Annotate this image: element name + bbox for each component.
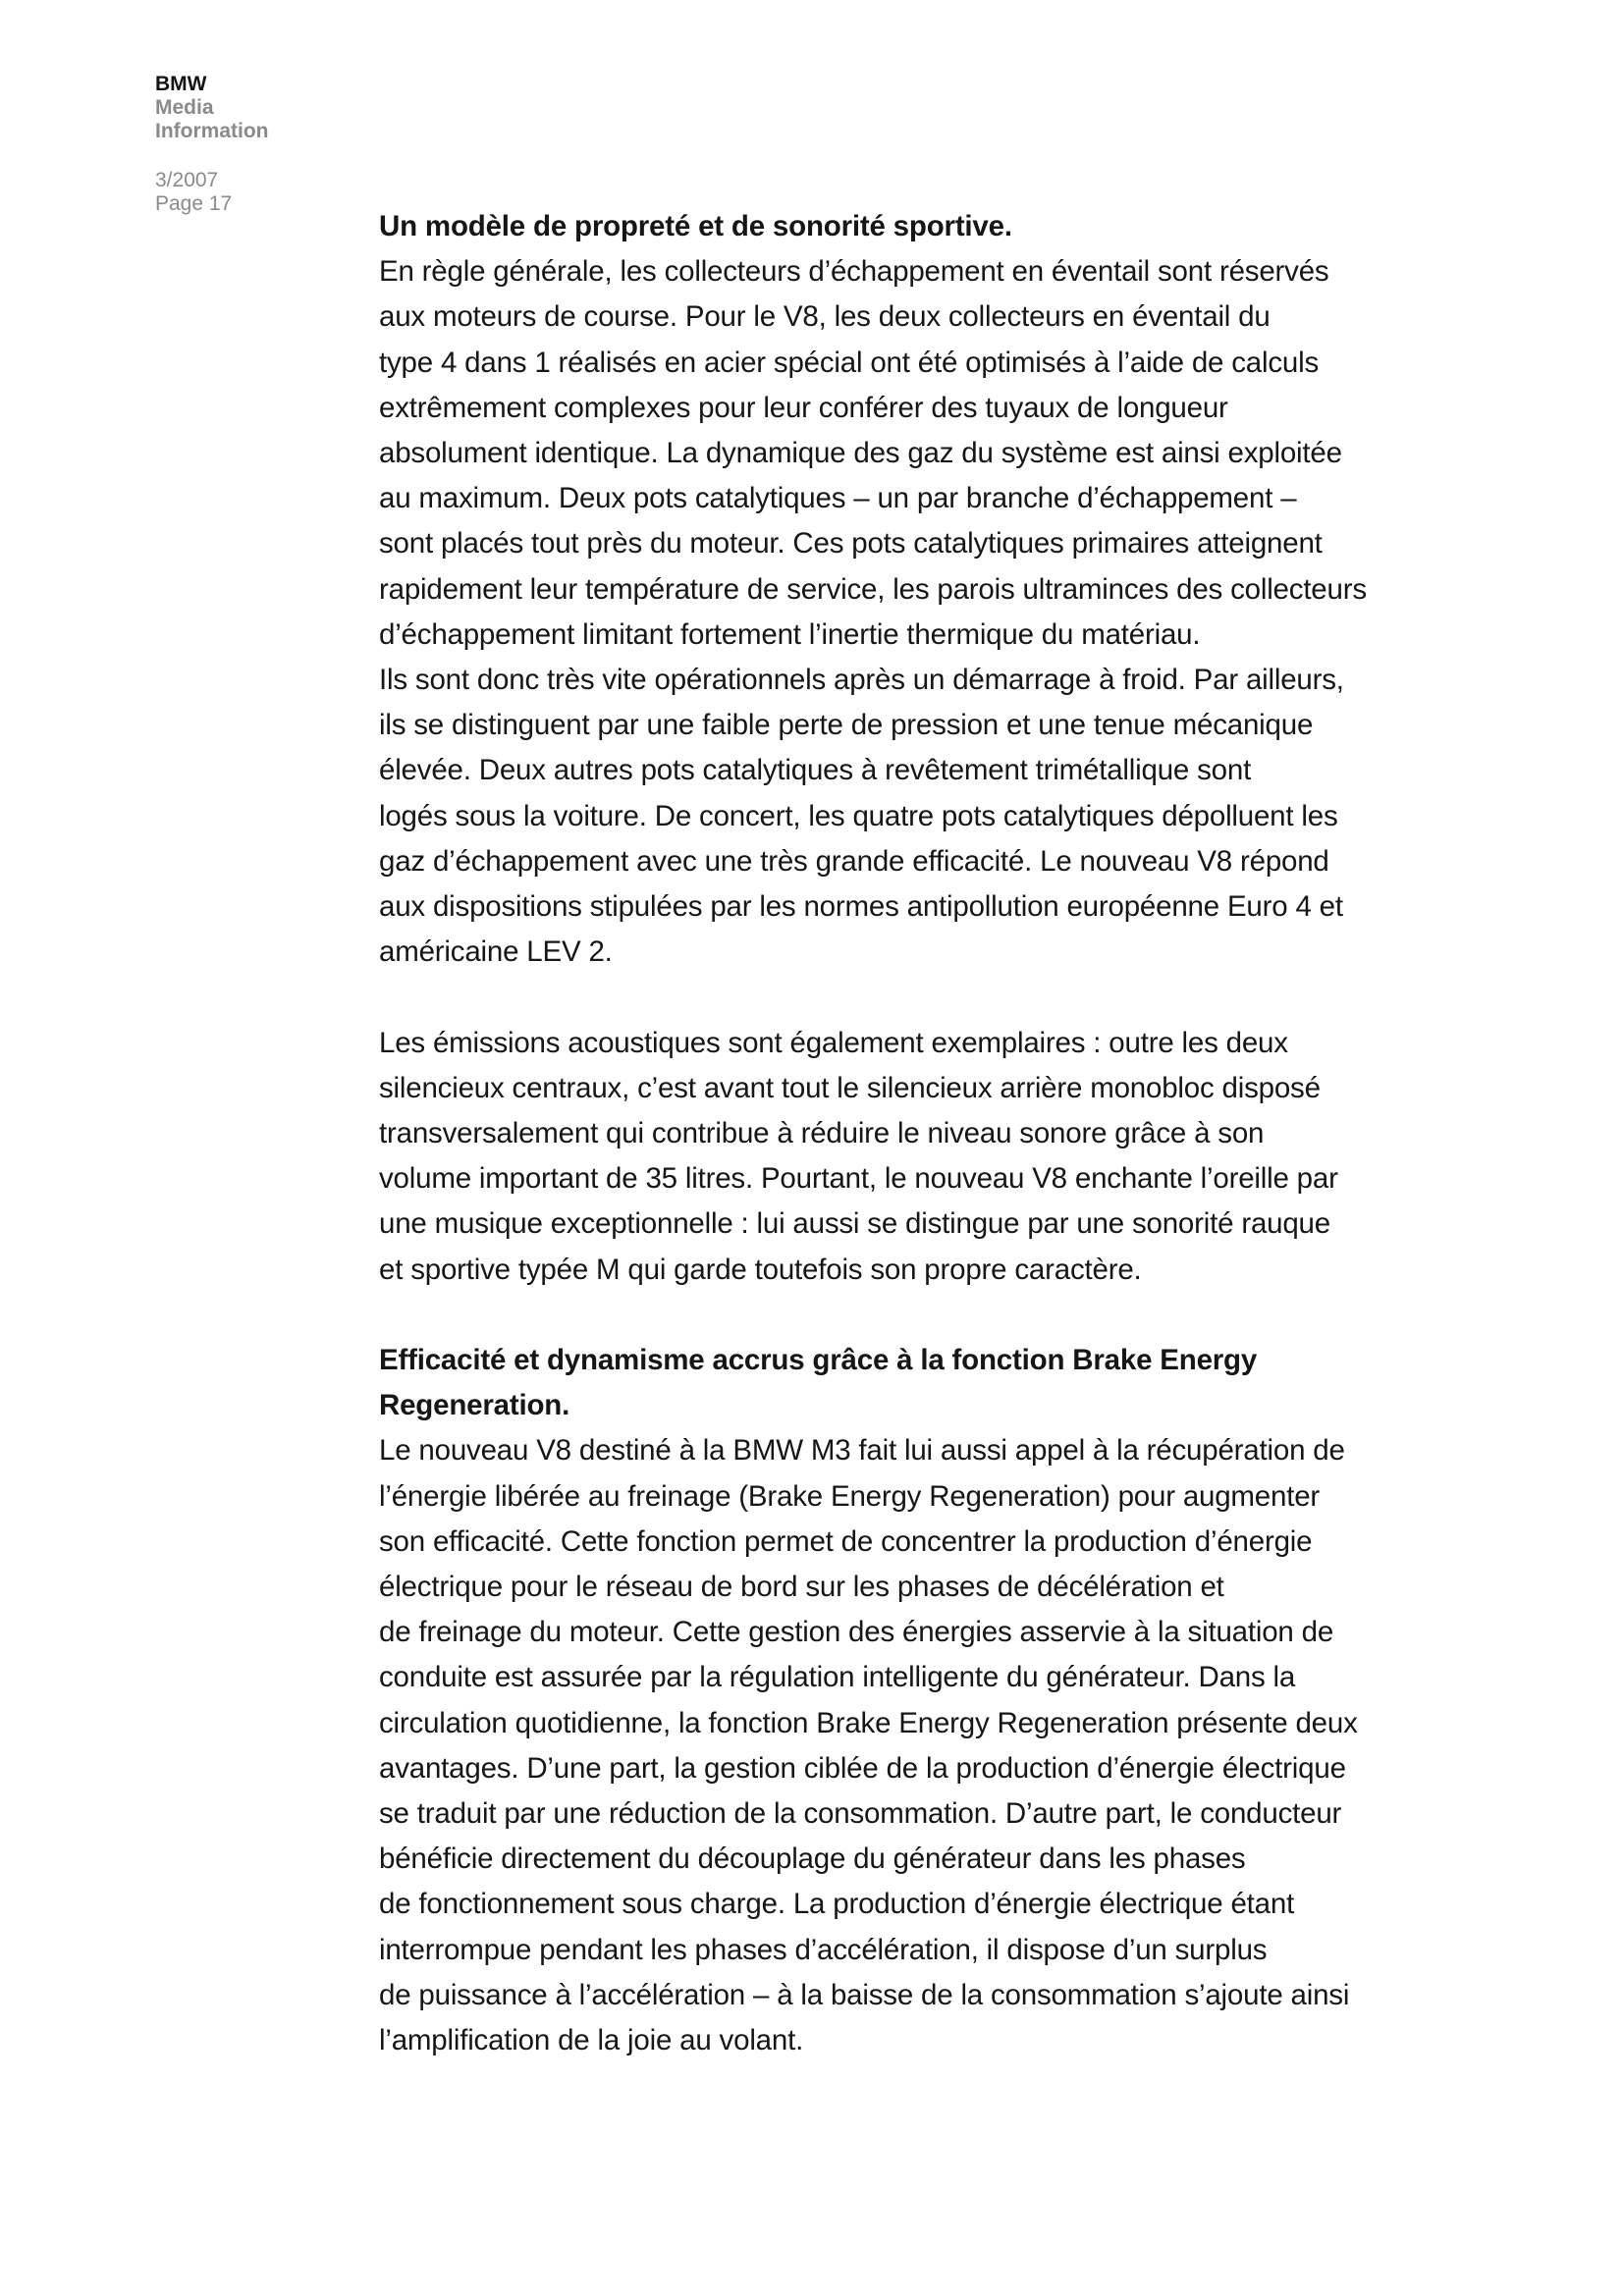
text-line: de freinage du moteur. Cette gestion des énergies asservie à la situation de — [379, 1616, 1334, 1649]
text-line: l’énergie libérée au freinage (Brake Energy Regeneration) pour augmenter — [379, 1479, 1321, 1513]
text-line: bénéficie directement du découplage du générateur dans les phases — [379, 1842, 1246, 1876]
brand-name: BMW — [155, 73, 207, 95]
text-line: volume important de 35 litres. Pourtant, le nouveau V8 enchante l’oreille par — [379, 1162, 1338, 1196]
section-heading-brake-energy-cont: Regeneration. — [379, 1389, 570, 1422]
text-line: électrique pour le réseau de bord sur les phases de décélération et — [379, 1571, 1224, 1604]
text-line: son efficacité. Cette fonction permet de concentrer la production d’énergie — [379, 1524, 1313, 1558]
text-line: d’échappement limitant fortement l’inertie thermique du matériau. — [379, 617, 1201, 651]
document-meta — [155, 169, 352, 216]
section-heading-proprete: Un modèle de propreté et de sonorité sportive. — [379, 210, 1012, 242]
text-line: aux dispositions stipulées par les normes antipollution européenne Euro 4 et — [379, 890, 1343, 924]
text-line: ils se distinguent par une faible perte de pression et une tenue mécanique — [379, 709, 1314, 742]
text-line: se traduit par une réduction de la consommation. D’autre part, le conducteur — [379, 1797, 1342, 1831]
text-line: conduite est assurée par la régulation intelligente du générateur. Dans la — [379, 1661, 1296, 1694]
text-line: sont placés tout près du moteur. Ces pots catalytiques primaires atteignent — [379, 527, 1323, 561]
text-line: circulation quotidienne, la fonction Brake Energy Regeneration présente deux — [379, 1706, 1358, 1739]
text-line: gaz d’échappement avec une très grande efficacité. Le nouveau V8 répond — [379, 844, 1329, 878]
masthead — [155, 73, 352, 143]
paragraph-collecteurs — [379, 249, 1420, 975]
text-line: l’amplification de la joie au volant. — [379, 2024, 804, 2057]
text-line: type 4 dans 1 réalisés en acier spécial ont été optimisés à l’aide de calculs — [379, 346, 1320, 379]
masthead-line-media: Media — [155, 96, 214, 119]
text-line: de puissance à l’accélération – à la baisse de la consommation s’ajoute ainsi — [379, 1978, 1350, 2011]
text-line: silencieux centraux, c’est avant tout le silencieux arrière monobloc disposé — [379, 1071, 1321, 1104]
page-number: Page 17 — [155, 192, 233, 215]
text-line: interrompue pendant les phases d’accélération, il dispose d’un surplus — [379, 1933, 1268, 1966]
paragraph-spacer — [379, 1293, 1420, 1338]
text-line: de fonctionnement sous charge. La production d’énergie électrique étant — [379, 1888, 1295, 1921]
text-line: transversalement qui contribue à réduire le niveau sonore grâce à son — [379, 1117, 1265, 1150]
text-line: rapidement leur température de service, les parois ultraminces des collecteurs — [379, 572, 1367, 606]
paragraph-emissions-acoustiques — [379, 1021, 1420, 1293]
text-line: au maximum. Deux pots catalytiques – un par branche d’échappement – — [379, 482, 1297, 515]
text-line: En règle générale, les collecteurs d’échappement en éventail sont réservés — [379, 255, 1329, 289]
paragraph-spacer — [379, 975, 1420, 1020]
masthead-line-information: Information — [155, 120, 269, 142]
text-line: une musique exceptionnelle : lui aussi se distingue par une sonorité rauque — [379, 1207, 1330, 1241]
article-body — [379, 204, 1420, 2063]
text-line: logés sous la voiture. De concert, les quatre pots catalytiques dépolluent les — [379, 799, 1338, 832]
text-line: avantages. D’une part, la gestion ciblée de la production d’énergie électrique — [379, 1751, 1346, 1785]
text-line: Les émissions acoustiques sont également exemplaires : outre les deux — [379, 1026, 1288, 1059]
text-line: extrêmement complexes pour leur conférer des tuyaux de longueur — [379, 391, 1228, 424]
section-heading-brake-energy: Efficacité et dynamisme accrus grâce à la fonction Brake Energy — [379, 1344, 1258, 1377]
text-line: Le nouveau V8 destiné à la BMW M3 fait lui aussi appel à la récupération de — [379, 1434, 1345, 1468]
document-date: 3/2007 — [155, 169, 219, 191]
text-line: aux moteurs de course. Pour le V8, les deux collecteurs en éventail du — [379, 300, 1271, 334]
text-line: absolument identique. La dynamique des gaz du système est ainsi exploitée — [379, 437, 1342, 470]
text-line: élevée. Deux autres pots catalytiques à revêtement trimétallique sont — [379, 754, 1252, 787]
paragraph-brake-energy — [379, 1428, 1420, 2063]
text-line: et sportive typée M qui garde toutefois son propre caractère. — [379, 1253, 1142, 1286]
text-line: Ils sont donc très vite opérationnels après un démarrage à froid. Par ailleurs, — [379, 664, 1344, 697]
text-line: américaine LEV 2. — [379, 935, 613, 969]
